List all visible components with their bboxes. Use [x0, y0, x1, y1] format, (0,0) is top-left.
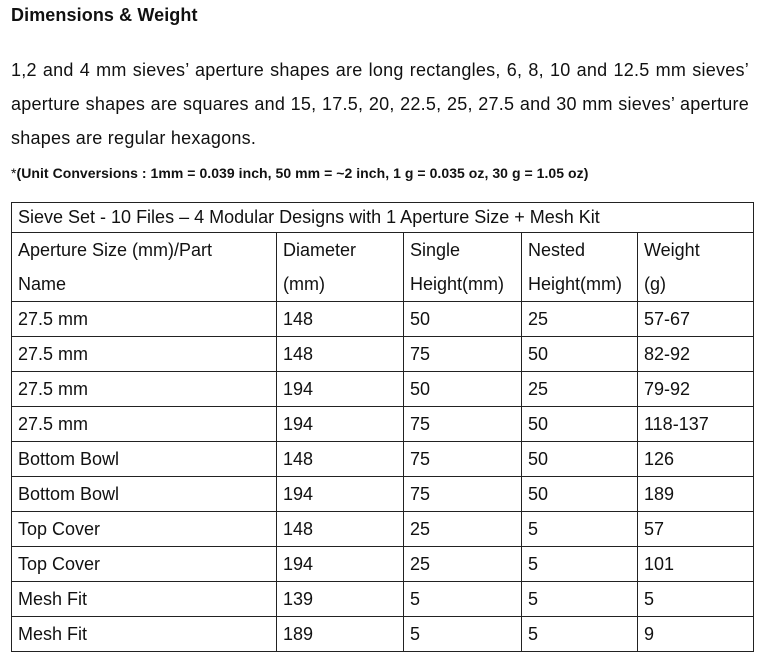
cell-weight: 79-92 [638, 372, 754, 407]
cell-part-name: Mesh Fit [12, 617, 277, 652]
cell-weight: 57 [638, 512, 754, 547]
cell-diameter: 194 [277, 477, 404, 512]
cell-single-height: 75 [404, 442, 522, 477]
cell-single-height: 75 [404, 337, 522, 372]
cell-part-name: 27.5 mm [12, 302, 277, 337]
cell-single-height: 25 [404, 547, 522, 582]
header-line: Height(mm) [528, 274, 623, 294]
cell-nested-height: 5 [522, 617, 638, 652]
cell-part-name: 27.5 mm [12, 372, 277, 407]
cell-part-name: 27.5 mm [12, 407, 277, 442]
header-line: Diameter [283, 240, 357, 260]
section-heading: Dimensions & Weight [11, 5, 198, 25]
cell-weight: 57-67 [638, 302, 754, 337]
table-header-row [12, 233, 754, 302]
header-nested-height [522, 233, 638, 302]
table-row [12, 407, 754, 442]
cell-part-name: Top Cover [12, 547, 277, 582]
cell-nested-height: 50 [522, 477, 638, 512]
cell-diameter: 194 [277, 372, 404, 407]
cell-part-name: Mesh Fit [12, 582, 277, 617]
cell-nested-height: 50 [522, 337, 638, 372]
table-row [12, 477, 754, 512]
cell-weight: 9 [638, 617, 754, 652]
cell-nested-height: 50 [522, 442, 638, 477]
header-line: (g) [644, 274, 666, 294]
cell-diameter: 194 [277, 547, 404, 582]
aperture-description: 1,2 and 4 mm sieves’ aperture shapes are long rectangles, 6, 8, 10 and 12.5 mm sieves’ aperture shapes are squares and 15, 17.5, 20, 22.5, 25, 27.5 and 30 mm sieves’ aperture shapes are regular hexagons. [11, 60, 749, 148]
table-caption: Sieve Set - 10 Files – 4 Modular Designs with 1 Aperture Size + Mesh Kit [12, 203, 754, 233]
table-row [12, 302, 754, 337]
header-weight [638, 233, 754, 302]
cell-weight: 126 [638, 442, 754, 477]
header-line: Nested [528, 240, 586, 260]
cell-diameter: 139 [277, 582, 404, 617]
header-diameter [277, 233, 404, 302]
cell-weight: 189 [638, 477, 754, 512]
cell-single-height: 75 [404, 477, 522, 512]
note-text: (Unit Conversions : 1mm = 0.039 inch, 50 mm = ~2 inch, 1 g = 0.035 oz, 30 g = 1.05 oz) [16, 165, 589, 181]
header-line: Height(mm) [410, 274, 505, 294]
cell-weight: 101 [638, 547, 754, 582]
cell-part-name: 27.5 mm [12, 337, 277, 372]
note-marker: * [11, 165, 17, 181]
table-row [12, 337, 754, 372]
cell-diameter: 194 [277, 407, 404, 442]
table-row [12, 582, 754, 617]
table-caption-row [12, 203, 754, 233]
cell-diameter: 148 [277, 337, 404, 372]
cell-part-name: Top Cover [12, 512, 277, 547]
cell-weight: 5 [638, 582, 754, 617]
cell-nested-height: 5 [522, 547, 638, 582]
cell-single-height: 50 [404, 302, 522, 337]
cell-weight: 82-92 [638, 337, 754, 372]
cell-nested-height: 25 [522, 372, 638, 407]
table-row [12, 442, 754, 477]
cell-nested-height: 5 [522, 582, 638, 617]
cell-single-height: 5 [404, 582, 522, 617]
cell-diameter: 148 [277, 512, 404, 547]
cell-diameter: 148 [277, 442, 404, 477]
header-line: Single [410, 240, 461, 260]
cell-diameter: 148 [277, 302, 404, 337]
cell-single-height: 50 [404, 372, 522, 407]
cell-single-height: 75 [404, 407, 522, 442]
header-single-height [404, 233, 522, 302]
sieve-spec-table [11, 202, 754, 652]
cell-nested-height: 25 [522, 302, 638, 337]
table-row [12, 372, 754, 407]
table-row [12, 547, 754, 582]
header-line: Name [18, 274, 67, 294]
cell-part-name: Bottom Bowl [12, 477, 277, 512]
table-row [12, 617, 754, 652]
table-row [12, 512, 754, 547]
header-part-name [12, 233, 277, 302]
cell-part-name: Bottom Bowl [12, 442, 277, 477]
cell-single-height: 25 [404, 512, 522, 547]
header-line: (mm) [283, 274, 325, 294]
header-line: Weight [644, 240, 700, 260]
cell-weight: 118-137 [638, 407, 754, 442]
cell-nested-height: 5 [522, 512, 638, 547]
cell-nested-height: 50 [522, 407, 638, 442]
cell-diameter: 189 [277, 617, 404, 652]
header-line: Aperture Size (mm)/Part [18, 240, 213, 260]
cell-single-height: 5 [404, 617, 522, 652]
unit-conversion-note [11, 165, 588, 181]
